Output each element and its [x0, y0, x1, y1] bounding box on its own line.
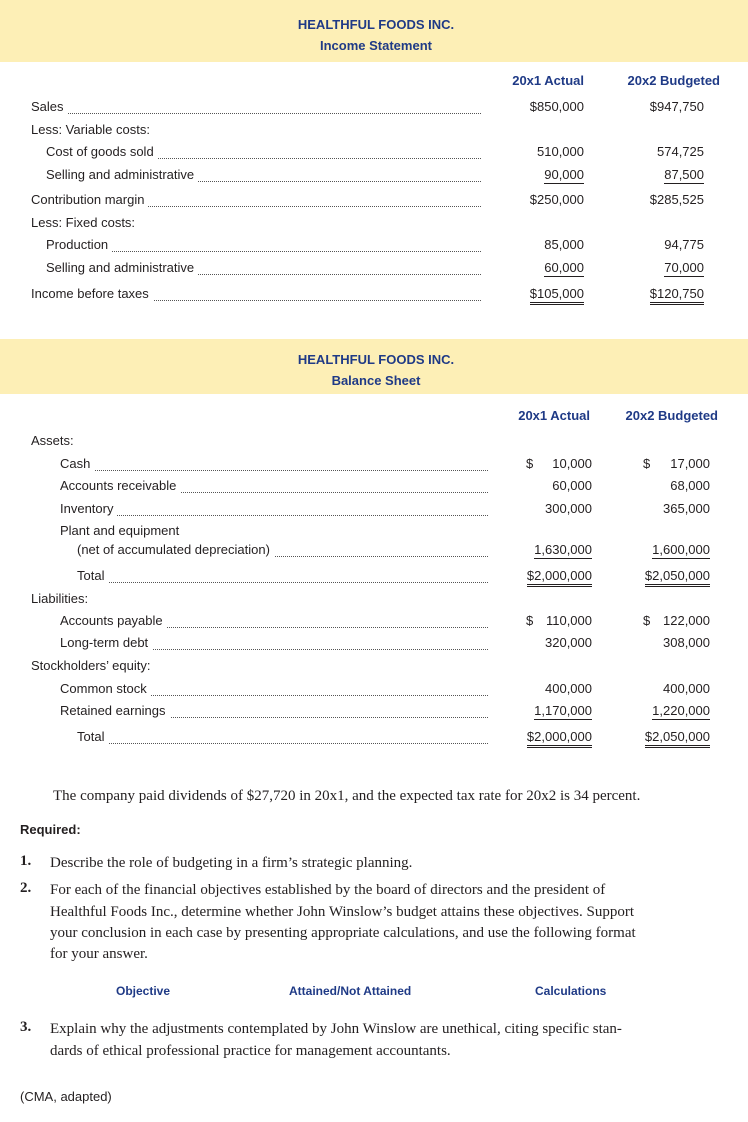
- balance-cs-actual: 400,000: [545, 681, 592, 696]
- balance-ltd-budgeted: 308,000: [663, 635, 710, 650]
- balance-ap-actual: 110,000: [545, 613, 592, 628]
- item-2-number: 2.: [20, 880, 32, 896]
- item-1-text: Describe the role of budgeting in a firm’s strategic planning.: [50, 855, 413, 871]
- balance-cash-actual-dollar: $: [526, 456, 534, 471]
- balance-inventory-budgeted: 365,000: [663, 501, 710, 516]
- balance-ap-budgeted: 122,000: [663, 613, 710, 628]
- format-header-calculations: Calculations: [535, 984, 607, 998]
- income-sales-actual: $850,000: [529, 99, 584, 114]
- income-statement-company: HEALTHFUL FOODS INC.: [297, 17, 455, 32]
- balance-sheet-title: Balance Sheet: [331, 373, 421, 388]
- item-2-line-3: your conclusion in each case by presenting appropriate calculations, and use the following format: [50, 925, 636, 941]
- balance-ltd-actual: 320,000: [545, 635, 592, 650]
- item-3-number: 3.: [20, 1019, 32, 1035]
- balance-re-budgeted: 1,220,000: [652, 703, 710, 718]
- leader-dots: [31, 113, 481, 114]
- dividends-note: The company paid dividends of $27,720 in 20x1, and the expected tax rate for 20x2 is 34 percent.: [53, 788, 641, 804]
- income-row-var-selling-admin: Selling and administrative: [46, 167, 198, 182]
- balance-total-le-budgeted: $2,050,000: [645, 729, 710, 748]
- balance-ar-actual: 60,000: [552, 478, 592, 493]
- balance-cs-budgeted: 400,000: [663, 681, 710, 696]
- income-cogs-budgeted: 574,725: [657, 144, 704, 159]
- income-ibt-budgeted: $120,750: [650, 286, 704, 305]
- income-fixed-selling-budgeted: 70,000: [664, 260, 704, 275]
- balance-ap-budgeted-dollar: $: [643, 613, 651, 628]
- item-3-line-1: Explain why the adjustments contemplated by John Winslow are unethical, citing specific stan-: [50, 1021, 622, 1037]
- item-2-line-4: for your answer.: [50, 946, 148, 962]
- income-row-variable-costs: Less: Variable costs:: [31, 122, 154, 137]
- balance-row-net-depreciation: (net of accumulated depreciation): [77, 542, 274, 557]
- income-row-income-before-taxes: Income before taxes: [31, 286, 153, 301]
- balance-col-actual: 20x1 Actual: [518, 408, 590, 423]
- balance-row-common-stock: Common stock: [60, 681, 151, 696]
- balance-row-equity: Stockholders’ equity:: [31, 658, 154, 673]
- format-header-attained: Attained/Not Attained: [289, 984, 412, 998]
- item-2-line-2: Healthful Foods Inc., determine whether John Winslow’s budget attains these objectives. Support: [50, 904, 635, 920]
- income-production-budgeted: 94,775: [664, 237, 704, 252]
- balance-row-ap: Accounts payable: [60, 613, 167, 628]
- format-header-objective: Objective: [116, 984, 171, 998]
- balance-ap-actual-dollar: $: [526, 613, 534, 628]
- income-row-production: Production: [46, 237, 112, 252]
- balance-row-retained-earnings: Retained earnings: [60, 703, 170, 718]
- income-cm-actual: $250,000: [529, 192, 584, 207]
- balance-cash-actual: 10,000: [552, 456, 592, 471]
- leader-dots: [60, 515, 488, 516]
- balance-row-liabilities: Liabilities:: [31, 591, 92, 606]
- balance-row-total-liab-equity: Total: [77, 729, 108, 744]
- income-row-sales: Sales: [31, 99, 68, 114]
- balance-row-cash: Cash: [60, 456, 94, 471]
- balance-total-assets-actual: $2,000,000: [527, 568, 592, 587]
- balance-re-actual: 1,170,000: [534, 703, 592, 718]
- balance-row-ltd: Long-term debt: [60, 635, 152, 650]
- source-citation: (CMA, adapted): [20, 1089, 112, 1104]
- income-fixed-selling-actual: 60,000: [544, 260, 584, 275]
- balance-sheet-company: HEALTHFUL FOODS INC.: [297, 352, 455, 367]
- balance-col-budgeted: 20x2 Budgeted: [625, 408, 718, 423]
- leader-dots: [60, 470, 488, 471]
- balance-row-ar: Accounts receivable: [60, 478, 180, 493]
- balance-row-assets: Assets:: [31, 433, 78, 448]
- income-cm-budgeted: $285,525: [649, 192, 704, 207]
- balance-plant-budgeted: 1,600,000: [652, 542, 710, 557]
- balance-cash-budgeted-dollar: $: [643, 456, 651, 471]
- income-sales-budgeted: $947,750: [649, 99, 704, 114]
- balance-total-assets-budgeted: $2,050,000: [645, 568, 710, 587]
- item-2-line-1: For each of the financial objectives established by the board of directors and the president of: [50, 882, 606, 898]
- balance-row-inventory: Inventory: [60, 501, 117, 516]
- leader-dots: [77, 582, 488, 583]
- balance-plant-actual: 1,630,000: [534, 542, 592, 557]
- item-3-line-2: dards of ethical professional practice for management accountants.: [50, 1043, 451, 1059]
- income-row-fixed-selling-admin: Selling and administrative: [46, 260, 198, 275]
- income-ibt-actual: $105,000: [530, 286, 584, 305]
- income-row-contribution-margin: Contribution margin: [31, 192, 148, 207]
- income-production-actual: 85,000: [544, 237, 584, 252]
- income-row-fixed-costs: Less: Fixed costs:: [31, 215, 139, 230]
- income-var-selling-budgeted: 87,500: [664, 167, 704, 182]
- balance-total-le-actual: $2,000,000: [527, 729, 592, 748]
- income-cogs-actual: 510,000: [537, 144, 584, 159]
- balance-row-total-assets: Total: [77, 568, 108, 583]
- income-col-budgeted: 20x2 Budgeted: [627, 73, 720, 88]
- leader-dots: [77, 743, 488, 744]
- income-row-cogs: Cost of goods sold: [46, 144, 158, 159]
- balance-row-plant: Plant and equipment: [60, 523, 183, 538]
- income-statement-title: Income Statement: [320, 38, 432, 53]
- required-heading: Required:: [20, 822, 81, 837]
- balance-cash-budgeted: 17,000: [670, 456, 710, 471]
- item-1-number: 1.: [20, 853, 32, 869]
- income-var-selling-actual: 90,000: [544, 167, 584, 182]
- balance-inventory-actual: 300,000: [545, 501, 592, 516]
- income-col-actual: 20x1 Actual: [512, 73, 584, 88]
- balance-ar-budgeted: 68,000: [670, 478, 710, 493]
